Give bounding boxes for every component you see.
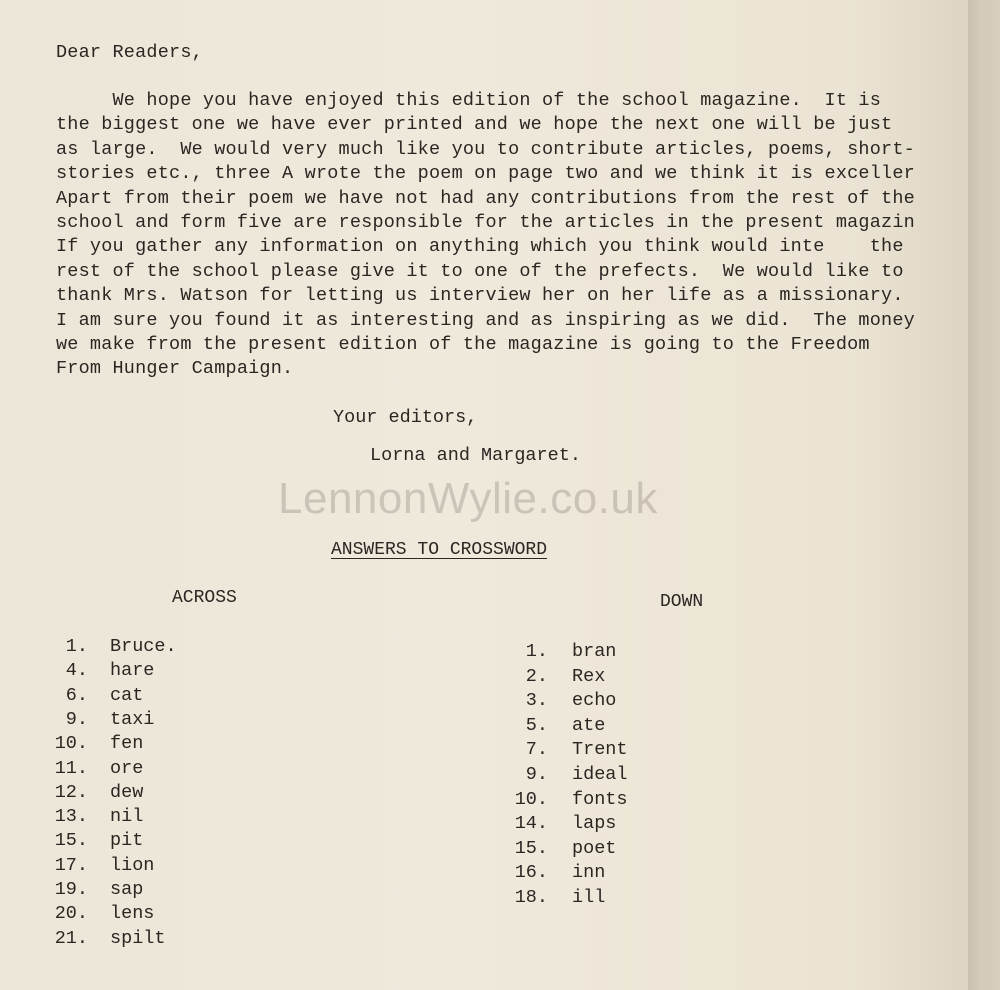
down-answer-word: ill	[572, 887, 606, 908]
crossword-heading: ANSWERS TO CROSSWORD	[331, 540, 548, 560]
down-answer-word: fonts	[572, 788, 628, 810]
across-answer-word: fen	[110, 733, 144, 755]
across-label: ACROSS	[172, 588, 237, 608]
across-clue-number: 10.	[54, 733, 88, 755]
down-clue-number: 2.	[525, 665, 548, 687]
across-clue-number: 4.	[65, 660, 88, 682]
across-clue-number: 15.	[54, 830, 88, 852]
down-clue-number: 7.	[525, 739, 548, 761]
across-clue-number: 9.	[65, 708, 88, 730]
down-clue-number: 16.	[514, 862, 548, 884]
letter-closing: Your editors,	[333, 407, 478, 428]
across-answer-word: dew	[110, 781, 144, 803]
letter-body-line: From Hunger Campaign.	[56, 358, 294, 380]
across-clue-number: 21.	[54, 927, 88, 949]
across-clue-number: 6.	[65, 684, 88, 706]
across-clue-number: 17.	[54, 854, 88, 876]
down-clue-number: 9.	[525, 764, 548, 785]
down-answer-word: Rex	[572, 665, 606, 687]
down-answer-word: laps	[572, 813, 617, 835]
down-answer-word: echo	[572, 690, 617, 712]
down-answer-word: bran	[572, 641, 617, 662]
down-answer-word: Trent	[572, 739, 628, 761]
across-answer-word: sap	[110, 879, 144, 900]
across-answer-word: nil	[110, 806, 144, 828]
down-clue-number: 15.	[514, 837, 548, 859]
letter-body-line: as large. We would very much like you to contribute articles, poems, short-	[56, 138, 915, 160]
across-answer-word: lens	[110, 903, 155, 925]
down-clue-number: 10.	[514, 788, 548, 810]
down-clue-number: 5.	[525, 714, 548, 736]
letter-body-line: school and form five are responsible for the articles in the present magazin	[56, 212, 915, 233]
across-clue-number: 20.	[54, 903, 88, 925]
across-answer-word: spilt	[110, 927, 166, 949]
letter-body-line: We hope you have enjoyed this edition of the school magazine. It is	[56, 90, 882, 111]
letter-body-line: Apart from their poem we have not had any contributions from the rest of the	[56, 187, 915, 209]
letter-body-line: we make from the present edition of the magazine is going to the Freedom	[56, 334, 870, 355]
down-answer-word: inn	[572, 862, 606, 884]
across-answer-word: hare	[110, 660, 155, 682]
letter-body-line: the biggest one we have ever printed and we hope the next one will be just	[56, 114, 893, 136]
down-clue-number: 1.	[525, 641, 548, 662]
watermark: LennonWylie.co.uk	[278, 474, 658, 523]
across-clue-number: 12.	[54, 781, 88, 803]
down-answer-word: ideal	[572, 764, 628, 785]
letter-body-line: I am sure you found it as interesting and as inspiring as we did. The money	[56, 309, 915, 331]
down-clue-number: 14.	[514, 813, 548, 835]
across-answer-word: cat	[110, 684, 144, 706]
down-answer-word: ate	[572, 714, 606, 736]
letter-signature: Lorna and Margaret.	[370, 445, 581, 466]
across-clue-number: 11.	[54, 757, 88, 779]
down-clue-number: 3.	[525, 690, 548, 712]
letter-body-line: If you gather any information on anything which you think would inte the	[56, 236, 904, 258]
across-answer-word: ore	[110, 757, 144, 779]
letter-body-line: thank Mrs. Watson for letting us interview her on her life as a missionary.	[56, 285, 904, 307]
across-answer-word: taxi	[110, 708, 155, 730]
across-clue-number: 1.	[65, 636, 88, 657]
across-answer-word: lion	[110, 854, 155, 876]
across-answer-word: pit	[110, 830, 144, 852]
page-fold-shadow	[968, 0, 1000, 990]
across-clue-number: 19.	[54, 879, 88, 900]
down-label: DOWN	[660, 592, 704, 612]
down-answer-word: poet	[572, 837, 617, 859]
down-clue-number: 18.	[514, 887, 548, 908]
across-answer-word: Bruce.	[110, 636, 177, 657]
letter-body-line: rest of the school please give it to one of the prefects. We would like to	[56, 260, 904, 282]
letter-body-line: stories etc., three A wrote the poem on page two and we think it is exceller	[56, 163, 915, 185]
across-clue-number: 13.	[54, 806, 88, 828]
letter-greeting: Dear Readers,	[56, 42, 203, 63]
